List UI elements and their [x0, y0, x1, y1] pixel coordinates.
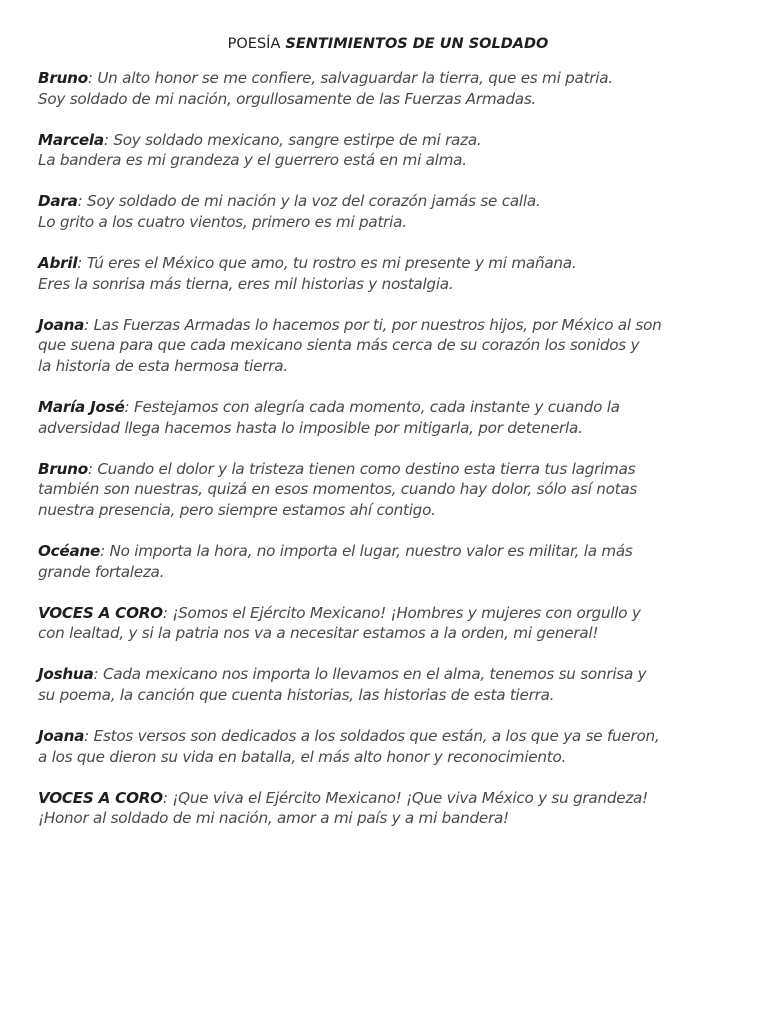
- verse-text: : ¡Somos el Ejército Mexicano! ¡Hombres y mujeres con orgullo y con lealtad, y si la patria nos va a necesitar estamos a la orden, mi general!: [38, 603, 641, 643]
- speaker-name: VOCES A CORO: [38, 603, 163, 622]
- speaker-name: Bruno: [38, 459, 88, 478]
- verse-stanza: [38, 253, 738, 294]
- verse-text: : Las Fuerzas Armadas lo hacemos por ti, por nuestros hijos, por México al son que suena para que cada mexicano sienta más cerca de su corazón los sonidos y la historia de esta hermosa tierra.: [38, 315, 662, 375]
- speaker-name: Océane: [38, 542, 101, 560]
- verse-stanza: [38, 68, 738, 109]
- speaker-name: Joshua: [38, 665, 94, 684]
- speaker-name: Joana: [38, 315, 85, 334]
- verse-text: : Estos versos son dedicados a los soldados que están, a los que ya se fueron, a los que dieron su vida en batalla, el más alto honor y reconocimiento.: [38, 727, 660, 766]
- verse-text: : Soy soldado de mi nación y la voz del corazón jamás se calla. Lo grito a los cuatro vientos, primero es mi patria.: [38, 192, 541, 231]
- verse-text: : Tú eres el México que amo, tu rostro es mi presente y mi mañana. Eres la sonrisa más tierna, eres mil historias y nostalgia.: [38, 254, 577, 293]
- speaker-name: Bruno: [38, 69, 88, 87]
- speaker-name: María José: [38, 398, 125, 417]
- verse-list: [38, 68, 738, 829]
- verse-text: : Un alto honor se me confiere, salvaguardar la tierra, que es mi patria. Soy soldado de mi nación, orgullosamente de las Fuerzas Armadas.: [38, 69, 613, 108]
- document-page: [38, 36, 738, 849]
- verse-stanza: [38, 397, 738, 438]
- verse-text: : Festejamos con alegría cada momento, cada instante y cuando la adversidad llega hacemos hasta lo imposible por mitigarla, por detenerla.: [38, 398, 620, 437]
- verse-stanza: [38, 315, 738, 377]
- verse-text: : Cada mexicano nos importa lo llevamos en el alma, tenemos su sonrisa y su poema, la canción que cuenta historias, las historias de esta tierra.: [38, 665, 647, 704]
- verse-stanza: [38, 191, 738, 232]
- poem-title: [38, 36, 738, 52]
- verse-text: : Soy soldado mexicano, sangre estirpe de mi raza. La bandera es mi grandeza y el guerrero está en mi alma.: [38, 130, 482, 170]
- verse-stanza: [38, 459, 738, 521]
- speaker-name: Dara: [38, 192, 78, 211]
- speaker-name: Joana: [38, 727, 85, 746]
- speaker-name: Marcela: [38, 130, 104, 149]
- title-italic: SENTIMIENTOS DE UN SOLDADO: [285, 36, 549, 52]
- verse-stanza: [38, 664, 738, 705]
- verse-stanza: [38, 788, 738, 829]
- verse-stanza: [38, 726, 738, 767]
- verse-stanza: [38, 603, 738, 644]
- title-prefix: POESÍA: [227, 36, 281, 52]
- speaker-name: Abril: [38, 254, 78, 273]
- verse-text: : No importa la hora, no importa el lugar, nuestro valor es militar, la más grande fortaleza.: [38, 542, 633, 581]
- verse-text: : ¡Que viva el Ejército Mexicano! ¡Que viva México y su grandeza! ¡Honor al soldado de mi nación, amor a mi país y a mi bandera!: [38, 788, 648, 828]
- verse-text: : Cuando el dolor y la tristeza tienen como destino esta tierra tus lagrimas también son nuestras, quizá en esos momentos, cuando hay dolor, sólo así notas nuestra presencia, pero siempre estamos ahí contigo.: [38, 459, 638, 519]
- verse-stanza: [38, 541, 738, 582]
- speaker-name: VOCES A CORO: [38, 788, 163, 807]
- verse-stanza: [38, 130, 738, 171]
